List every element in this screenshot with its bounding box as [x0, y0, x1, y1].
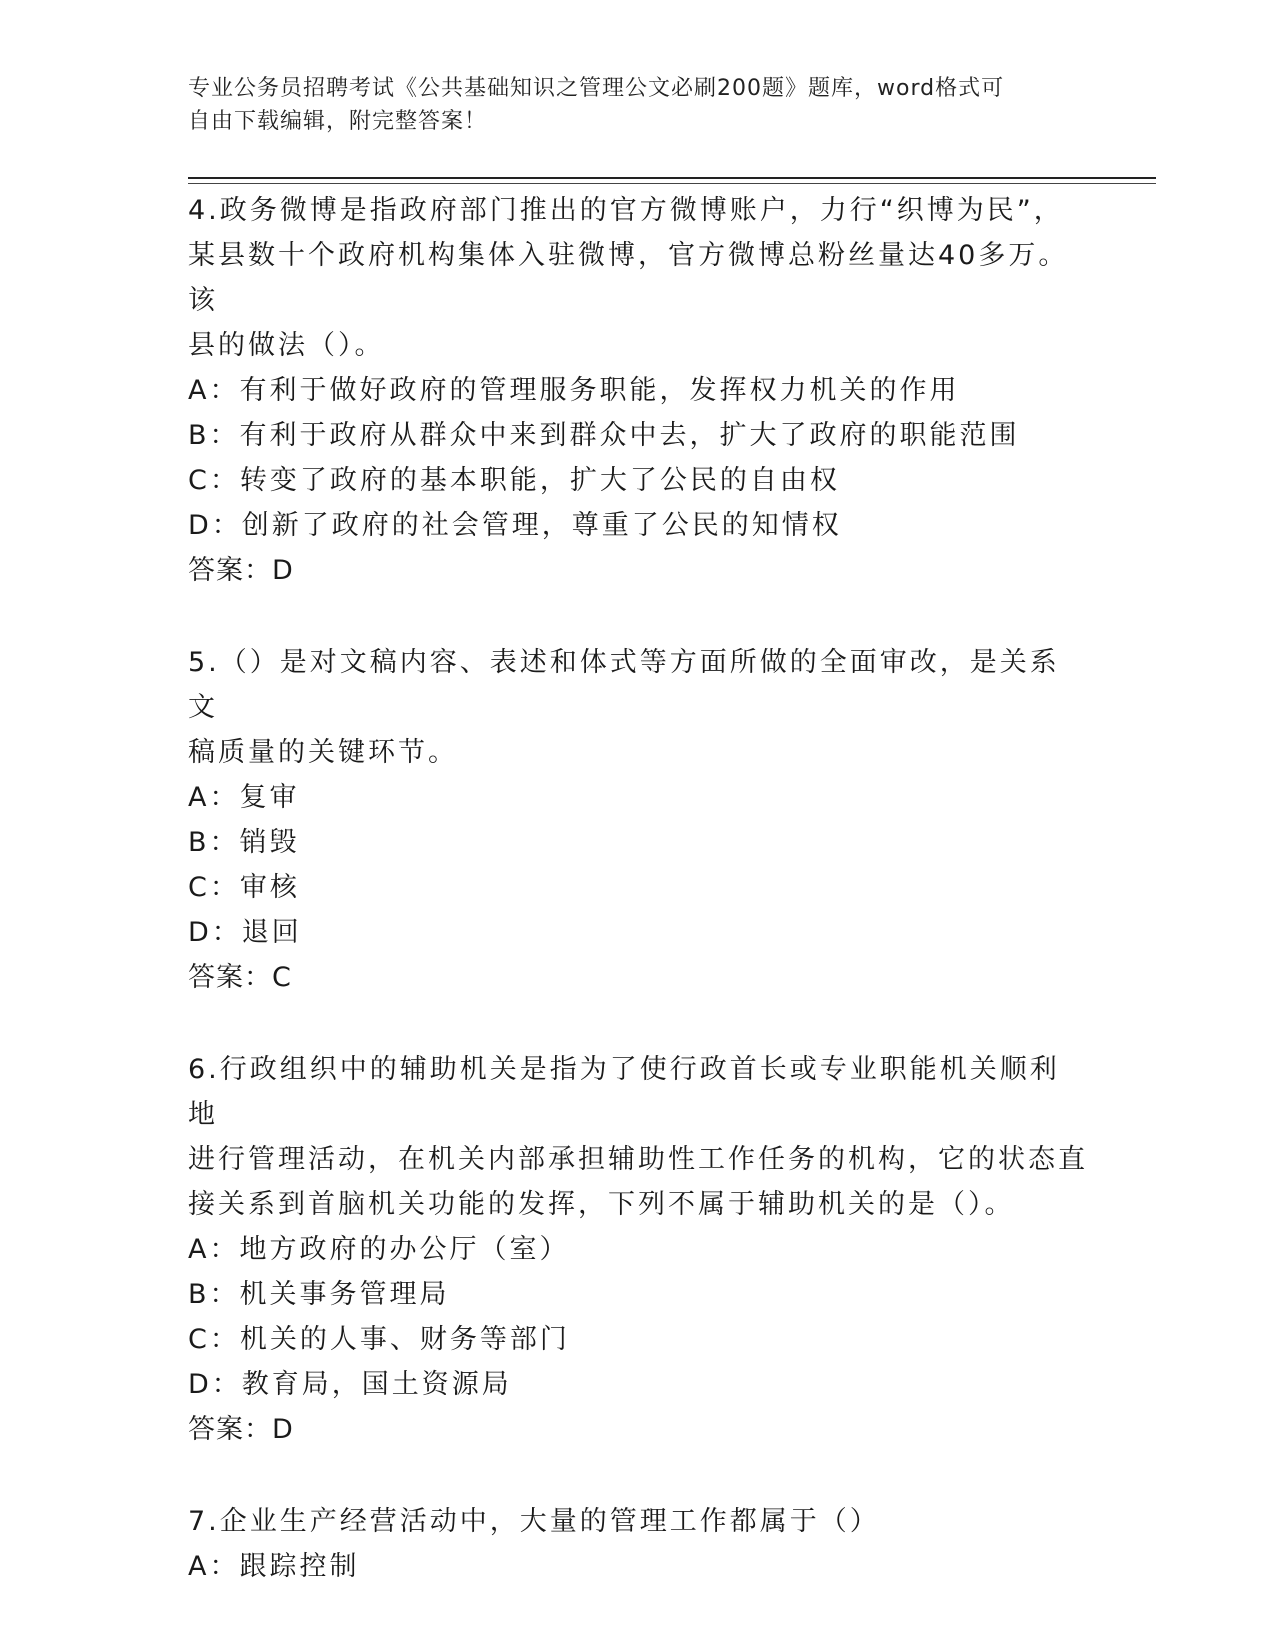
answer: 答案：D — [188, 1414, 294, 1445]
option-a: A：有利于做好政府的管理服务职能，发挥权力机关的作用 — [188, 375, 960, 406]
option-d: D：创新了政府的社会管理，尊重了公民的知情权 — [188, 510, 842, 541]
question-5 — [188, 640, 1088, 1000]
option-b: B：销毁 — [188, 827, 300, 858]
header-divider-thin — [188, 183, 1156, 184]
question-stem-line: 5.（）是对文稿内容、表述和体式等方面所做的全面审改，是关系文 — [188, 647, 1060, 723]
question-spacer — [188, 593, 1088, 640]
option-b: B：有利于政府从群众中来到群众中去，扩大了政府的职能范围 — [188, 420, 1020, 451]
question-4 — [188, 188, 1088, 593]
option-c: C：转变了政府的基本职能，扩大了公民的自由权 — [188, 465, 840, 496]
option-a: A：复审 — [188, 782, 300, 813]
option-c: C：审核 — [188, 872, 300, 903]
question-stem-line: 县的做法（）。 — [188, 330, 385, 361]
header-line-1: 专业公务员招聘考试《公共基础知识之管理公文必刷200题》题库，word格式可 — [188, 76, 1005, 101]
option-a: A：地方政府的办公厅（室） — [188, 1234, 570, 1265]
question-stem-line: 稿质量的关键环节。 — [188, 737, 458, 768]
header-line-2: 自由下载编辑，附完整答案！ — [188, 109, 488, 134]
question-7 — [188, 1499, 1088, 1589]
question-stem-line: 7.企业生产经营活动中，大量的管理工作都属于（） — [188, 1506, 880, 1537]
question-stem-line: 某县数十个政府机构集体入驻微博，官方微博总粉丝量达40多万。该 — [188, 240, 1069, 316]
question-6 — [188, 1047, 1088, 1452]
question-stem-line: 4.政务微博是指政府部门推出的官方微博账户，力行“织博为民”， — [188, 195, 1064, 226]
option-c: C：机关的人事、财务等部门 — [188, 1324, 570, 1355]
question-spacer — [188, 1000, 1088, 1047]
option-a: A：跟踪控制 — [188, 1551, 360, 1582]
question-list — [188, 188, 1088, 1589]
question-stem-line: 6.行政组织中的辅助机关是指为了使行政首长或专业职能机关顺利地 — [188, 1054, 1060, 1130]
answer: 答案：C — [188, 962, 292, 993]
header-divider-thick — [188, 177, 1156, 179]
question-stem-line: 接关系到首脑机关功能的发挥，下列不属于辅助机关的是（）。 — [188, 1189, 1015, 1220]
option-d: D：退回 — [188, 917, 302, 948]
question-stem-line: 进行管理活动，在机关内部承担辅助性工作任务的机构，它的状态直 — [188, 1144, 1088, 1175]
question-spacer — [188, 1452, 1088, 1499]
answer: 答案：D — [188, 555, 294, 586]
option-b: B：机关事务管理局 — [188, 1279, 450, 1310]
option-d: D：教育局，国土资源局 — [188, 1369, 512, 1400]
document-header — [188, 72, 1088, 138]
